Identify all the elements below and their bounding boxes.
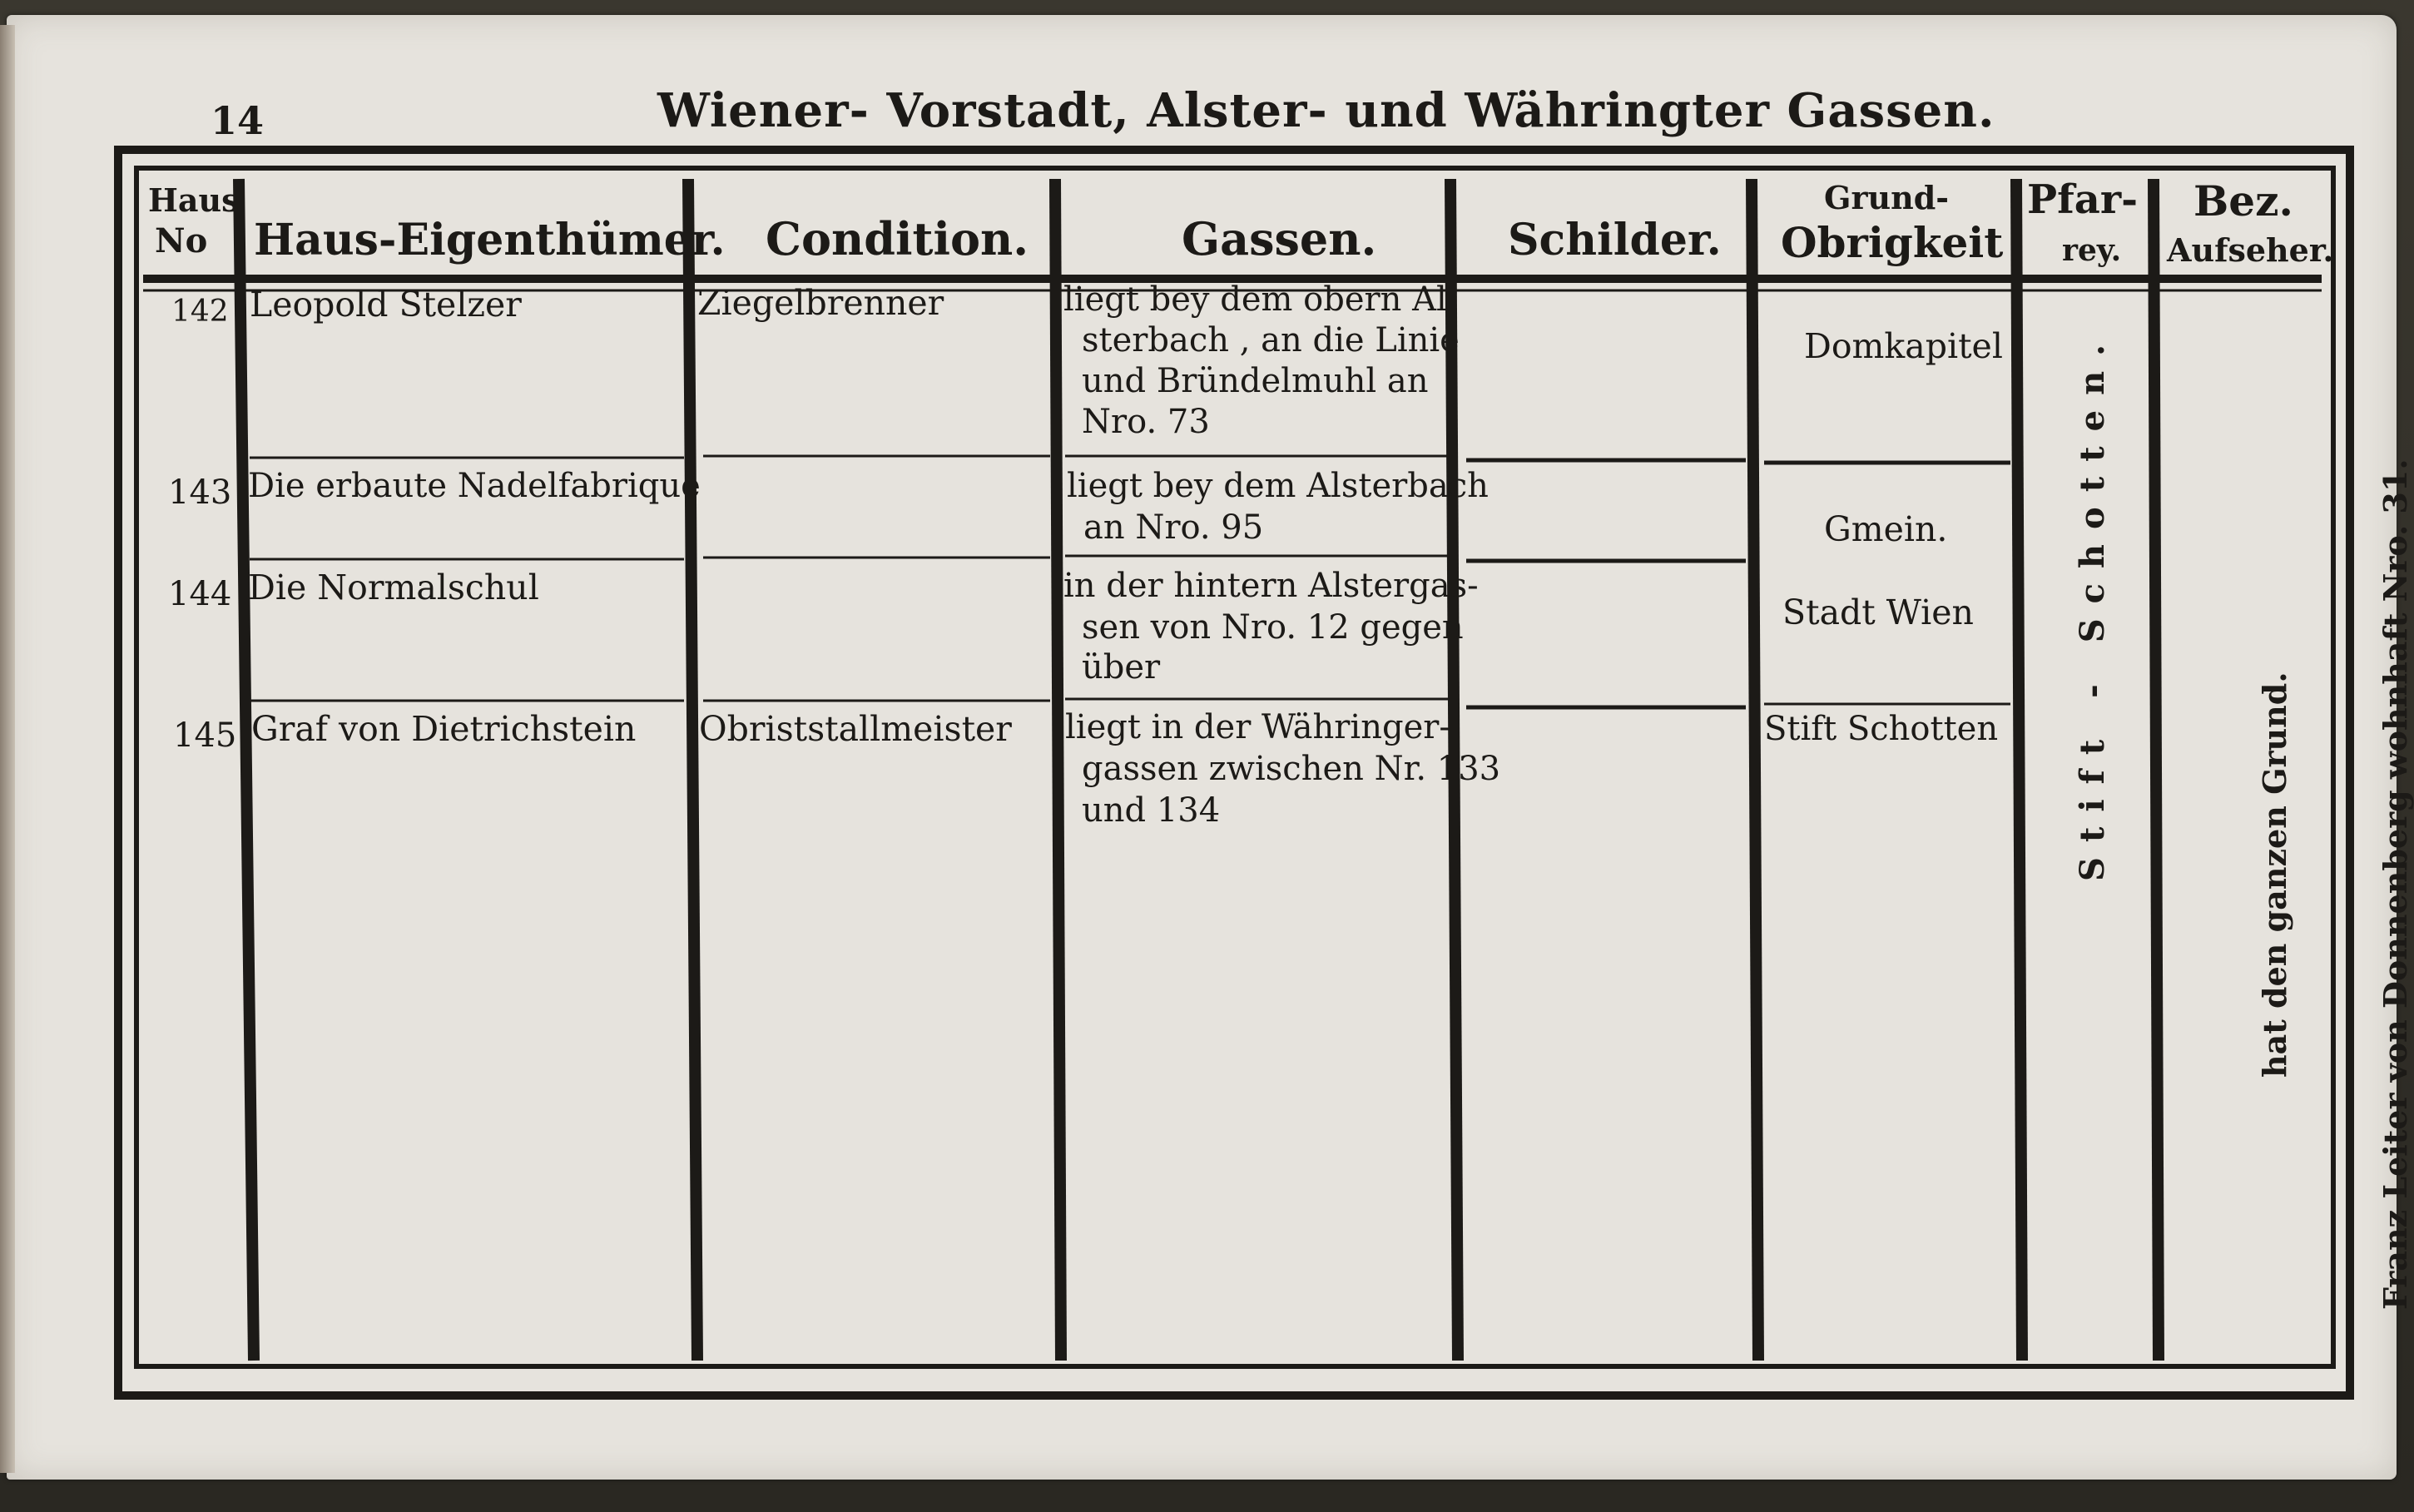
header-rey: rey. bbox=[2062, 233, 2122, 268]
header-pfar: Pfar- bbox=[2027, 176, 2139, 223]
row-142-gassen-3: und Bründelmuhl an bbox=[1082, 362, 1429, 400]
running-head: Wiener- Vorstadt, Alster- und Währingter Gassen. bbox=[657, 83, 1995, 138]
col-rule-schilder bbox=[1752, 179, 1758, 1361]
row-145-grund: Stift Schotten bbox=[1764, 710, 1999, 748]
col-rule-pfar bbox=[2154, 179, 2159, 1361]
aufseher-vertical-1: Franz Leiter von Donnenberg wohnhaft Nro. 31. bbox=[2377, 459, 2414, 1310]
header-eigenthuemer: Haus-Eigenthümer. bbox=[254, 215, 726, 265]
header-obrigkeit: Obrigkeit bbox=[1781, 218, 2004, 267]
row-143-grund: Gmein. bbox=[1824, 509, 1948, 549]
col-rule-owner bbox=[688, 179, 697, 1361]
page-number: 14 bbox=[211, 98, 265, 143]
row-144-no: 144 bbox=[168, 575, 232, 613]
header-haus: Haus bbox=[148, 181, 240, 219]
row-144-gassen-3: über bbox=[1082, 648, 1161, 687]
header-no: No bbox=[155, 221, 208, 260]
row-144-gassen-1: in der hintern Alstergas- bbox=[1063, 567, 1479, 605]
row-142-gassen-2: sterbach , an die Linie bbox=[1082, 321, 1460, 359]
row-143-gassen-2: an Nro. 95 bbox=[1083, 508, 1264, 547]
row-142-gassen-4: Nro. 73 bbox=[1082, 403, 1210, 441]
row-145-no: 145 bbox=[173, 716, 237, 755]
header-bez: Bez. bbox=[2193, 176, 2293, 226]
header-gassen: Gassen. bbox=[1182, 212, 1377, 265]
aufseher-vertical-2: hat den ganzen Grund. bbox=[2256, 672, 2293, 1078]
col-rule-grund bbox=[2016, 179, 2022, 1361]
row-145-owner: Graf von Dietrichstein bbox=[251, 709, 637, 749]
header-aufseher: Aufseher. bbox=[2167, 231, 2334, 269]
row-142-gassen-1: liegt bey dem obern Al- bbox=[1063, 280, 1459, 319]
row-144-grund: Stadt Wien bbox=[1782, 592, 1974, 632]
row-143-no: 143 bbox=[168, 473, 232, 512]
row-142-condition: Ziegelbrenner bbox=[697, 283, 944, 323]
row-145-gassen-2: gassen zwischen Nr. 133 bbox=[1082, 750, 1501, 788]
row-142-grund: Domkapitel bbox=[1804, 326, 2003, 366]
row-142-no: 142 bbox=[171, 295, 229, 329]
header-schilder: Schilder. bbox=[1508, 215, 1722, 265]
pfarrey-vertical: Stift - Schotten. bbox=[2073, 329, 2112, 881]
row-144-gassen-2: sen von Nro. 12 gegen bbox=[1082, 608, 1464, 647]
row-143-gassen-1: liegt bey dem Alsterbach bbox=[1067, 467, 1489, 505]
row-143-owner: Die erbaute Nadelfabrique bbox=[248, 467, 701, 505]
row-145-condition: Obriststallmeister bbox=[699, 709, 1012, 749]
row-142-owner: Leopold Stelzer bbox=[250, 285, 522, 325]
row-145-gassen-3: und 134 bbox=[1082, 791, 1221, 830]
row-144-owner: Die Normalschul bbox=[248, 568, 539, 607]
row-145-gassen-1: liegt in der Währinger- bbox=[1065, 708, 1450, 746]
header-condition: Condition. bbox=[766, 212, 1029, 265]
header-grund: Grund- bbox=[1824, 179, 1950, 216]
col-rule-condition bbox=[1055, 179, 1061, 1361]
col-rule-no bbox=[239, 179, 254, 1361]
